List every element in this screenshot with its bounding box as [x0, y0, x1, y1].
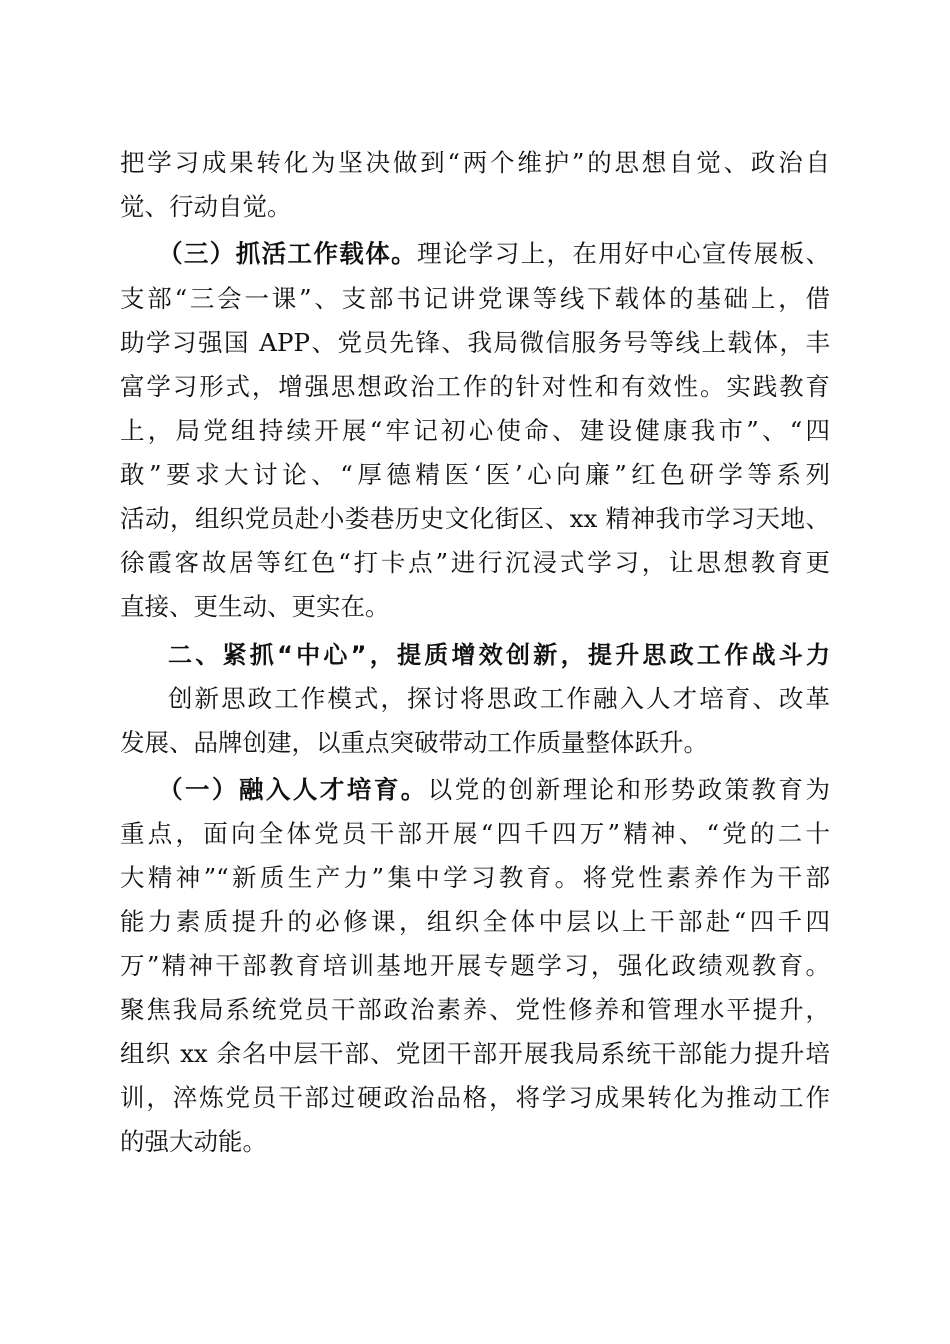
paragraph-line: 大精神”“新质生产力”集中学习教育。将党性素养作为干部 — [120, 863, 830, 892]
paragraph-line: 的强大动能。 — [120, 1127, 267, 1156]
section-heading: 二、紧抓“中心”，提质增效创新，提升思政工作战斗力 — [168, 641, 830, 669]
paragraph-line: 能力素质提升的必修课，组织全体中层以上干部赴“四千四 — [120, 907, 830, 936]
paragraph-line: 直接、更生动、更实在。 — [120, 592, 390, 621]
paragraph-line: 重点，面向全体党员干部开展“四千四万”精神、“党的二十 — [120, 819, 830, 848]
paragraph-line: 组织 xx 余名中层干部、党团干部开展我局系统干部能力提升培 — [120, 1039, 830, 1068]
paragraph-line: 活动，组织党员赴小娄巷历史文化街区、xx 精神我市学习天地、 — [120, 504, 830, 533]
paragraph-line: 觉、行动自觉。 — [120, 192, 292, 221]
paragraph-line: 把学习成果转化为坚决做到“两个维护”的思想自觉、政治自 — [120, 148, 830, 177]
paragraph-first-line — [158, 232, 830, 276]
paragraph-text: 理论学习上，在用好中心宣传展板、 — [417, 239, 830, 268]
paragraph-line: 上，局党组持续开展“牢记初心使命、建设健康我市”、“四 — [120, 416, 830, 445]
paragraph-line: 徐霞客故居等红色“打卡点”进行沉浸式学习，让思想教育更 — [120, 548, 830, 577]
paragraph-line: 助学习强国 APP、党员先锋、我局微信服务号等线上载体，丰 — [120, 328, 830, 357]
paragraph-line: 富学习形式，增强思想政治工作的针对性和有效性。实践教育 — [120, 372, 830, 401]
paragraph-line: 敢”要求大讨论、“厚德精医‘医’心向廉”红色研学等系列 — [120, 460, 830, 489]
paragraph-lead: （三）抓活工作载体。 — [158, 239, 417, 268]
paragraph-lead: （一）融入人才培育。 — [158, 775, 428, 804]
paragraph-line: 支部“三会一课”、支部书记讲党课等线下载体的基础上，借 — [120, 284, 830, 313]
paragraph-line: 创新思政工作模式，探讨将思政工作融入人才培育、改革 — [168, 684, 830, 713]
paragraph-line: 发展、品牌创建，以重点突破带动工作质量整体跃升。 — [120, 728, 708, 757]
paragraph-line: 万”精神干部教育培训基地开展专题学习，强化政绩观教育。 — [120, 951, 830, 980]
paragraph-line: 训，淬炼党员干部过硬政治品格，将学习成果转化为推动工作 — [120, 1083, 830, 1112]
paragraph-line: 聚焦我局系统党员干部政治素养、党性修养和管理水平提升， — [120, 995, 830, 1024]
paragraph-text: 以党的创新理论和形势政策教育为 — [427, 775, 831, 804]
paragraph-first-line — [158, 768, 830, 812]
